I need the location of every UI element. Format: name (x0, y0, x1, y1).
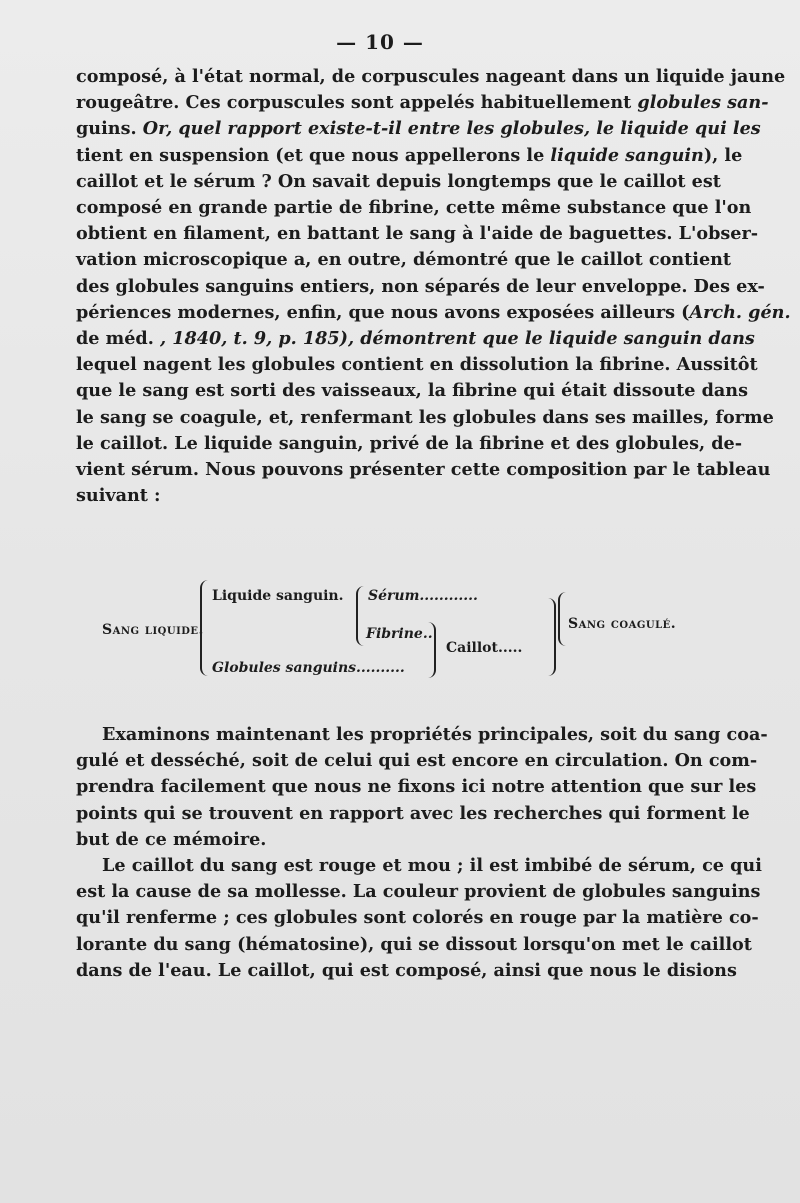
text-line: vient sérum. Nous pouvons présenter cette composition par le tableau (76, 459, 771, 481)
page-number: — 10 — (336, 30, 424, 54)
text-line: est la cause de sa mollesse. La couleur provient de globules sanguins (76, 881, 761, 903)
brace-liquide (356, 586, 364, 646)
text-line: suivant : (76, 485, 161, 507)
table-liquide-sanguin: Liquide sanguin. (212, 588, 344, 604)
text-line: dans de l'eau. Le caillot, qui est composé, ainsi que nous le disions (76, 959, 737, 981)
table-sang-coagule: Sang coagulé. (568, 616, 677, 632)
text-line: gulé et desséché, soit de celui qui est encore en circulation. On com- (76, 750, 758, 772)
text-line: lequel nagent les globules contient en dissolution la fibrine. Aussitôt (76, 354, 758, 376)
brace-caillot-left (428, 622, 436, 678)
text-line: que le sang est sorti des vaisseaux, la fibrine qui était dissoute dans (76, 380, 748, 402)
composition-table (90, 578, 710, 688)
brace-caillot-right (548, 598, 556, 676)
brace-left (200, 580, 208, 676)
text-line: périences modernes, enfin, que nous avons exposées ailleurs (Arch. gén. (76, 301, 791, 323)
paragraph-composition (76, 64, 791, 509)
table-caillot: Caillot..... (446, 640, 523, 656)
text-line: le sang se coagule, et, renfermant les globules dans ses mailles, forme (76, 406, 774, 428)
text-line: Examinons maintenant les propriétés principales, soit du sang coa- (102, 724, 768, 745)
table-sang-liquide: Sang liquide. (102, 622, 204, 638)
table-globules-sanguins: Globules sanguins.......... (212, 660, 405, 676)
text-line: lorante du sang (hématosine), qui se dissout lorsqu'on met le caillot (76, 933, 752, 955)
text-line: guins. Or, quel rapport existe-t-il entre les globules, le liquide qui les (76, 118, 761, 140)
table-serum: Sérum............ (368, 588, 478, 604)
text-line: rougeâtre. Ces corpuscules sont appelés habituellement globules san- (76, 92, 769, 114)
text-line: points qui se trouvent en rapport avec les recherches qui forment le (76, 802, 750, 824)
text-line: qu'il renferme ; ces globules sont colorés en rouge par la matière co- (76, 907, 759, 929)
text-line: le caillot. Le liquide sanguin, privé de la fibrine et des globules, de- (76, 432, 743, 454)
text-line: des globules sanguins entiers, non séparés de leur enveloppe. Des ex- (76, 275, 765, 297)
table-fibrine: Fibrine.. (366, 626, 433, 642)
text-line: de méd. , 1840, t. 9, p. 185), démontrent que le liquide sanguin dans (76, 328, 755, 350)
text-line: obtient en filament, en battant le sang à l'aide de baguettes. L'obser- (76, 223, 759, 245)
text-line: composé, à l'état normal, de corpuscules nageant dans un liquide jaune (76, 66, 786, 87)
text-line: vation microscopique a, en outre, démontré que le caillot contient (76, 249, 732, 271)
paragraph-proprietes (76, 722, 768, 984)
text-line: prendra facilement que nous ne fixons ici notre attention que sur les (76, 776, 757, 798)
brace-sang-coagule (558, 592, 566, 646)
text-line: caillot et le sérum ? On savait depuis longtemps que le caillot est (76, 170, 721, 192)
text-line: Le caillot du sang est rouge et mou ; il est imbibé de sérum, ce qui (102, 855, 762, 877)
text-line: composé en grande partie de fibrine, cette même substance que l'on (76, 197, 752, 219)
text-line: tient en suspension (et que nous appellerons le liquide sanguin), le (76, 144, 743, 166)
text-line: but de ce mémoire. (76, 828, 267, 850)
